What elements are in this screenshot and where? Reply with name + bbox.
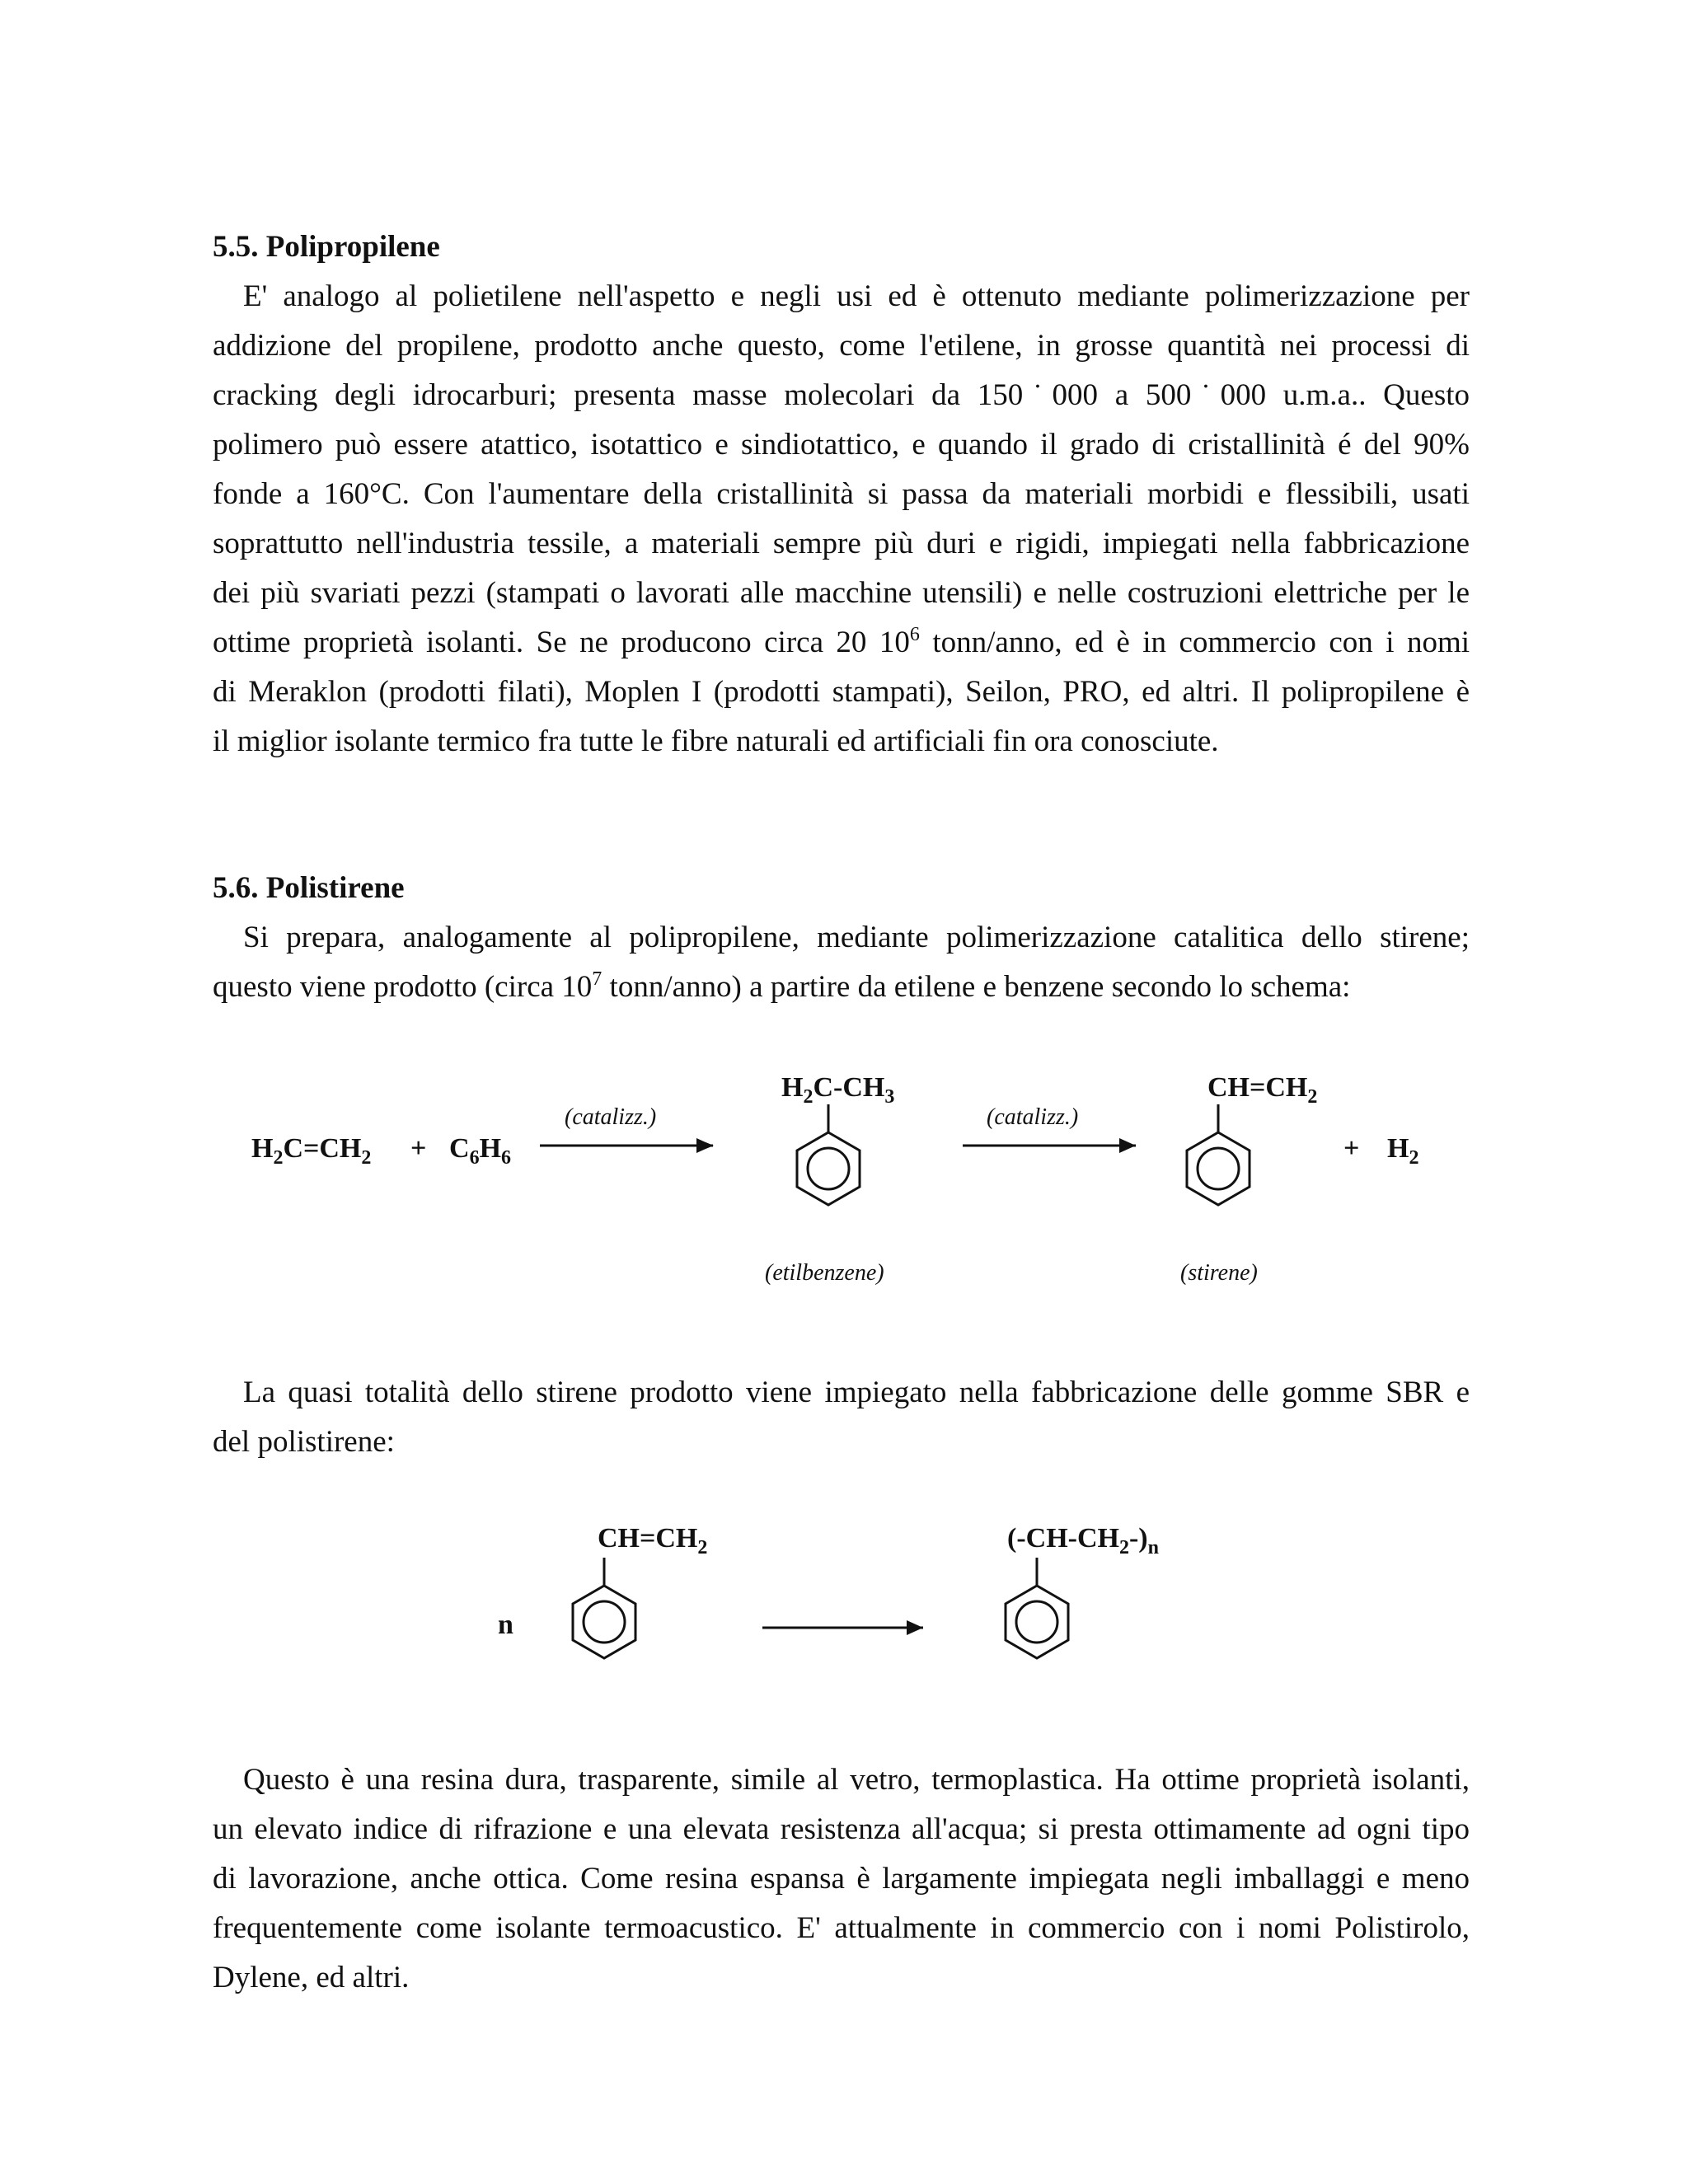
exponent: 7: [592, 968, 603, 990]
benzene-ring-icon: [1006, 1558, 1068, 1658]
ethylbenzene-caption: (etilbenzene): [765, 1260, 884, 1286]
styrene-caption: (stirene): [1180, 1260, 1258, 1286]
exponent: 6: [909, 624, 920, 645]
text-line: polimero può essere atattico, isotattico e sindiotattico, e quando il grado di cristallinità é del 90%: [213, 428, 1470, 462]
text-line: del polistirene:: [213, 1425, 395, 1459]
benzene-ring-icon: [1187, 1104, 1250, 1205]
text-line: cracking degli idrocarburi; presenta masse molecolari da 150˙000 a 500˙000 u.m.a.. Questo: [213, 378, 1470, 412]
text-line: fonde a 160°C. Con l'aumentare della cristallinità si passa da materiali morbidi e flessibili, usati: [213, 477, 1470, 511]
text-line: il miglior isolante termico fra tutte le fibre naturali ed artificiali fin ora conosciute.: [213, 724, 1219, 758]
text-line: E' analogo al polietilene nell'aspetto e negli usi ed è ottenuto mediante polimerizzazione per: [243, 279, 1470, 313]
text-line: Si prepara, analogamente al polipropilene, mediante polimerizzazione catalitica dello stirene;: [243, 921, 1470, 954]
plus-sign: +: [410, 1133, 427, 1164]
text-line: Questo è una resina dura, trasparente, simile al vetro, termoplastica. Ha ottime proprietà isolanti,: [243, 1763, 1470, 1797]
plus-sign: +: [1343, 1133, 1360, 1164]
text-line: un elevato indice di rifrazione e una elevata resistenza all'acqua; si presta ottimamente ad ogni tipo: [213, 1812, 1470, 1846]
text-line: addizione del propilene, prodotto anche questo, come l'etilene, in grosse quantità nei processi di: [213, 329, 1470, 363]
text-line: di lavorazione, anche ottica. Come resina espansa è largamente impiegata negli imballaggi e meno: [213, 1862, 1470, 1896]
arrow1-label: (catalizz.): [565, 1104, 657, 1130]
text-fragment: tonn/anno) a partire da etilene e benzene secondo lo schema:: [602, 970, 1351, 1004]
polystyrene-repeat-unit: $(-CH-CH_2-)_n$: [1007, 1523, 1159, 1558]
arrowhead-icon: [907, 1620, 923, 1635]
section-heading-polistirene: 5.6. Polistirene: [213, 871, 405, 905]
hydrogen-formula: $H_2$: [1387, 1133, 1419, 1169]
text-fragment: ottime proprietà isolanti. Se ne producono circa 20 10: [213, 626, 910, 659]
text-line: La quasi totalità dello stirene prodotto viene impiegato nella fabbricazione delle gomme SBR e: [243, 1376, 1470, 1409]
arrowhead-icon: [696, 1138, 713, 1153]
text-fragment: questo viene prodotto (circa 10: [213, 970, 593, 1004]
styrene-monomer-substituent: $CH=CH_2$: [598, 1523, 708, 1558]
benzene-ring-icon: [573, 1558, 635, 1658]
ethylbenzene-substituent: $H_2C-CH_3$: [781, 1072, 895, 1108]
benzene-ring-icon: [797, 1104, 860, 1205]
text-line: di Meraklon (prodotti filati), Moplen I (prodotti stampati), Seilon, PRO, ed altri. Il polipropilene è: [213, 675, 1470, 709]
section-heading-polipropilene: 5.5. Polipropilene: [213, 230, 440, 264]
benzene-formula: $C_6H_6$: [449, 1133, 512, 1169]
ethylene-formula: $H_2C=CH_2$: [251, 1133, 372, 1169]
text-line: soprattutto nell'industria tessile, a materiali sempre più duri e rigidi, impiegati nella fabbricazione: [213, 527, 1470, 560]
text-line: frequentemente come isolante termoacustico. E' attualmente in commercio con i nomi Polistirolo,: [213, 1911, 1470, 1945]
scheme-styrene-polymerization: [498, 1523, 1159, 1658]
scheme-ethylbenzene-to-styrene: [251, 1072, 1418, 1286]
text-fragment: tonn/anno, ed è in commercio con i nomi: [919, 626, 1470, 659]
text-line: Dylene, ed altri.: [213, 1961, 410, 1994]
text-line: dei più svariati pezzi (stampati o lavorati alle macchine utensili) e nelle costruzioni elettriche per le: [213, 576, 1470, 610]
arrowhead-icon: [1119, 1138, 1136, 1153]
stoichiometry-n: n: [498, 1610, 513, 1640]
styrene-substituent: $CH=CH_2$: [1207, 1072, 1318, 1108]
arrow2-label: (catalizz.): [987, 1104, 1079, 1130]
